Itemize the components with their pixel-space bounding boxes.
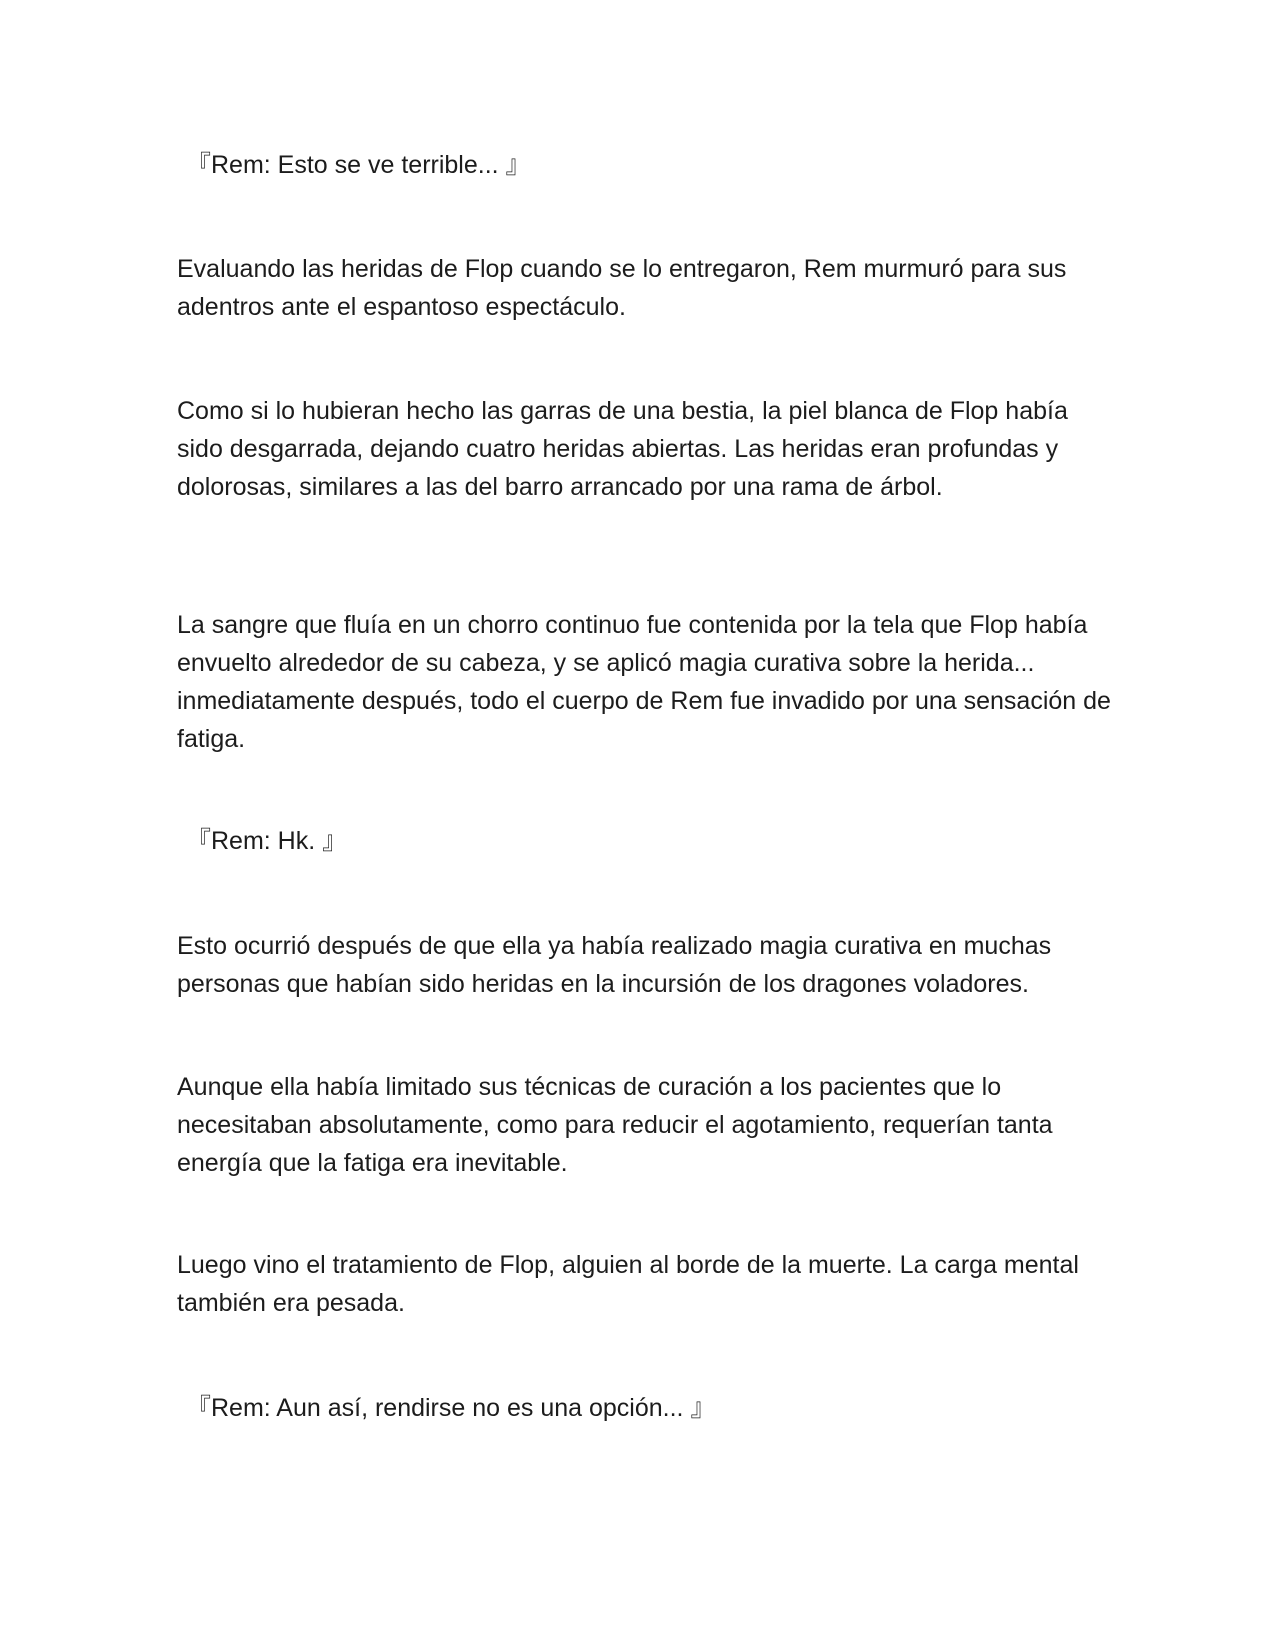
narration-paragraph: Esto ocurrió después de que ella ya había realizado magia curativa en muchas personas que habían sido heridas en la incursión de los dragones voladores. <box>177 932 1052 998</box>
narration-paragraph: Evaluando las heridas de Flop cuando se lo entregaron, Rem murmuró para sus adentros ante el espantoso espectáculo. <box>177 255 1067 321</box>
narration-paragraph: La sangre que fluía en un chorro continuo fue contenida por la tela que Flop había envuelto alrededor de su cabeza, y se aplicó magia curativa sobre la herida... inmediatamente después, todo el cuerpo de Rem fue invadido por una sensación de fatiga. <box>177 611 1111 753</box>
dialogue-line: 『Rem: Aun así, rendirse no es una opción... 』 <box>186 1394 716 1422</box>
dialogue-line: 『Rem: Esto se ve terrible... 』 <box>186 151 531 179</box>
narration-paragraph: Como si lo hubieran hecho las garras de una bestia, la piel blanca de Flop había sido desgarrada, dejando cuatro heridas abiertas. Las heridas eran profundas y dolorosas, similares a las del barro arrancado por una rama de árbol. <box>177 397 1068 501</box>
narration-paragraph: Aunque ella había limitado sus técnicas de curación a los pacientes que lo necesitaban absolutamente, como para reducir el agotamiento, requerían tanta energía que la fatiga era inevitable. <box>177 1073 1053 1177</box>
dialogue-line: 『Rem: Hk. 』 <box>186 827 348 855</box>
narration-paragraph: Luego vino el tratamiento de Flop, alguien al borde de la muerte. La carga mental también era pesada. <box>177 1251 1079 1317</box>
